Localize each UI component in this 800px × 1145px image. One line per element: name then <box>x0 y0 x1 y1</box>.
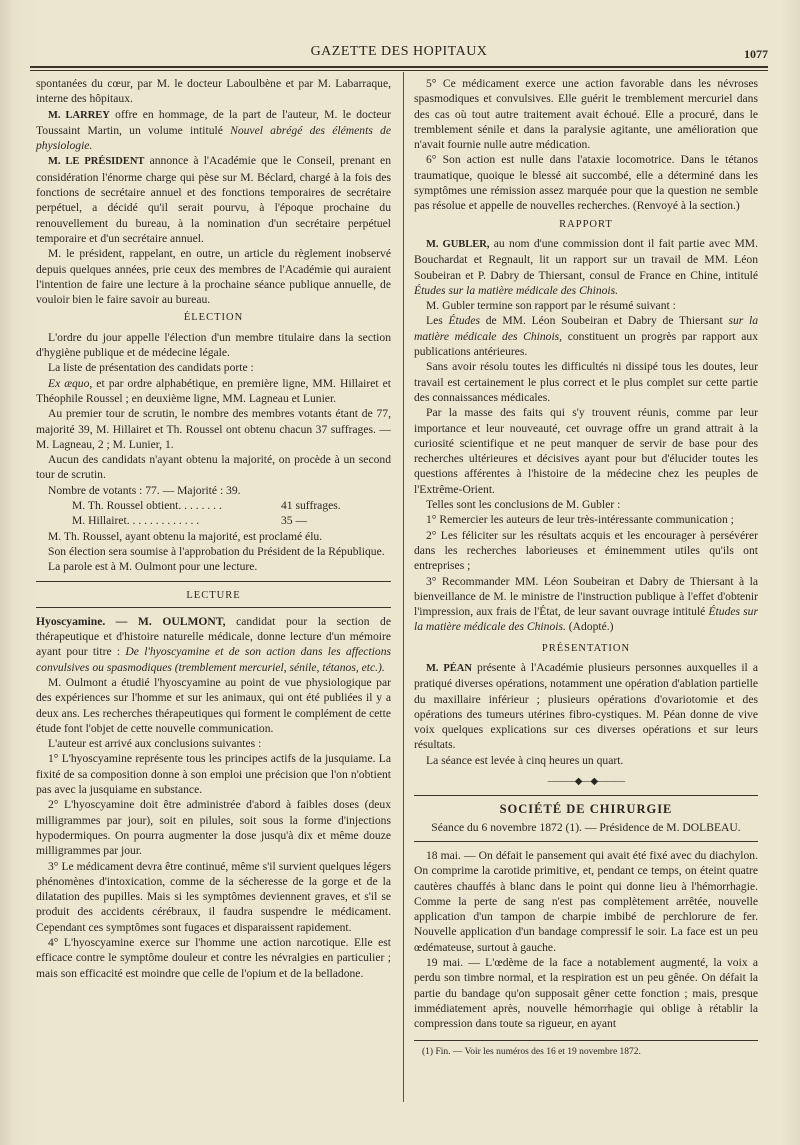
paragraph: 2° L'hyoscyamine doit être administrée d'abord à faibles doses (deux milligrammes par jour), soit en pilules, soit sous la forme d'injections hypodermiques. On pourra augmenter la dose jusqu'à dix et même douze milligrammes par jour. <box>36 798 391 858</box>
paragraph: 19 mai. — L'œdème de la face a notablement augmenté, la voix a perdu son timbre normal, et la respiration est un peu gênée. On défait la partie du bandage qu'on supposait gêner cette fonction ; mais, presque immédiatement après, nouvelle hémorrhagie qui oblige à rétablir la compression dans toute sa rigueur, en ayant <box>414 956 758 1031</box>
paragraph: Aucun des candidats n'ayant obtenu la majorité, on procède à un second tour de scrutin. <box>36 453 391 482</box>
paragraph: Les Études de MM. Léon Soubeiran et Dabry de Thiersant sur la matière médicale des Chinois, constituent un progrès par rapport aux publications antérieures. <box>414 314 759 359</box>
section-heading-rapport: RAPPORT <box>559 218 613 230</box>
footnote-rule <box>414 1040 758 1041</box>
paragraph: spontanées du cœur, par M. le docteur Laboulbène et par M. Labarraque, interne des hôpitaux. <box>36 77 391 106</box>
paragraph: 4° L'hyoscyamine exerce sur l'homme une action narcotique. Elle est efficace contre le symptôme douleur et contre les névralgies en particulier ; mais son efficacité est moindre que celle de l'opium et de la belladone. <box>36 936 391 980</box>
memoir-title: De l'hyoscyamine et de son action dans les affections convulsives ou spasmodiques (tremblement mercuriel, sénile, tétanos, etc.). <box>36 645 392 674</box>
paragraph: 18 mai. — On défait le pansement qui avait été fixé avec du diachylon. On comprime la carotide primitive, et, pendant ce temps, on éteint quatre cautères chauffés à blanc dans le point qui donne lieu à l'hémorrhagie. Comme la perte de sang n'est pas complètement arrêtée, nouvelle application d'un tampon de charpie imbibé de perchlorure de fer. Nouvelle application d'un bandage compressif le soir. La face est un peu œdémateuse, surtout à gauche. <box>414 848 758 954</box>
paragraph: Par la masse des faits qui s'y trouvent réunis, comme par leur importance et leur nouveauté, cet ouvrage offre un grand attrait à la curiosité scientifique et ne peut manquer de servir de base pour des recherches ultérieures et décisives ayant pour but d'élucider toutes les questions afférentes à l'histoire de la médecine chez les peuples de l'Extrême-Orient. <box>414 406 758 496</box>
journal-title: GAZETTE DES HOPITAUX <box>310 44 488 59</box>
speaker-name: M. LE PRÉSIDENT <box>48 156 145 168</box>
left-column <box>36 76 391 981</box>
section-divider <box>414 841 758 842</box>
paragraph: Hyoscyamine. — M. OULMONT, candidat pour la section de thérapeutique et d'histoire naturelle médicale, donne lecture d'un mémoire ayant pour titre : De l'hyoscyamine et de son action dans les affections convulsives ou spasmodiques (tremblement mercuriel, sénile, tétanos, etc.). <box>36 614 392 674</box>
speaker-name: M. PÉAN <box>426 662 472 674</box>
paragraph: M. GUBLER, au nom d'une commission dont il fait partie avec MM. Bouchardat et Regnault, lit un rapport sur un travail de MM. Léon Soubeiran et P. Dabry de Thiersant, consul de France en Chine, intitulé Études sur la matière médicale des Chinois. <box>414 236 758 297</box>
paragraph: Ex æquo, et par ordre alphabétique, en première ligne, MM. Hillairet et Théophile Roussel ; en deuxième ligne, MM. Lagneau et Lunier. <box>36 376 391 405</box>
session-line: Séance du 6 novembre 1872 (1). — Présidence de M. DOLBEAU. <box>431 820 741 834</box>
paragraph: Nombre de votants : 77. — Majorité : 39. <box>48 483 241 497</box>
speaker-name: M. GUBLER, <box>426 238 490 250</box>
section-heading-lecture: LECTURE <box>186 589 241 601</box>
paragraph: Sans avoir résolu toutes les difficultés ni dissipé tous les doutes, leur travail est certainement le plus correct et le plus complet sur cette partie des connaissances médicales. <box>414 360 758 404</box>
section-divider <box>36 581 391 582</box>
paragraph: Telles sont les conclusions de M. Gubler : <box>426 498 621 512</box>
book-title: Nouvel abrégé des éléments de physiologie. <box>36 123 391 153</box>
paragraph: M. LE PRÉSIDENT annonce à l'Académie que le Conseil, prenant en considération l'énorme charge qui pèse sur M. Béclard, chargé à la fois des fonctions de secrétaire annuel et des fonctions temporaires de secrétaire perpétuel, a décidé qu'il serait pourvu, à l'époque prochaine du renouvellement du bureau, à la nomination d'un secrétaire perpétuel temporaire et d'un secrétaire annuel. <box>36 154 391 245</box>
paragraph: M. Oulmont a étudié l'hyoscyamine au point de vue physiologique par des expériences sur l'homme et sur les animaux, qui ont été publiées il y a deux ans. Les recherches thérapeutiques qui forment le complément de cette étude font l'objet de cette nouvelle communication. <box>36 675 391 735</box>
paragraph: La parole est à M. Oulmont pour une lecture. <box>48 560 258 574</box>
footnote: (1) Fin. — Voir les numéros des 16 et 19 novembre 1872. <box>422 1046 641 1057</box>
paragraph: La liste de présentation des candidats porte : <box>48 361 254 375</box>
paragraph: Son élection sera soumise à l'approbation du Président de la République. <box>48 544 385 558</box>
paragraph: La séance est levée à cinq heures un quart. <box>426 753 624 767</box>
paragraph: L'ordre du jour appelle l'élection d'un membre titulaire dans la section d'hygiène publique et de médecine légale. <box>36 330 391 360</box>
header-rule <box>30 66 768 68</box>
header-rule-thin <box>30 70 768 71</box>
paragraph: M. Th. Roussel, ayant obtenu la majorité, est proclamé élu. <box>48 529 323 543</box>
paragraph: 3° Recommander MM. Léon Soubeiran et Dabry de Thiersant à la bienveillance de M. le ministre de l'instruction publique à l'effet d'obtenir l'impression, aux frais de l'État, de leur savant ouvrage intitulé Études sur la matière médicale des Chinois. (Adopté.) <box>414 574 758 634</box>
section-divider <box>414 795 758 796</box>
column-separator <box>403 72 404 1102</box>
article-lead: Hyoscyamine. — M. OULMONT, <box>36 614 226 628</box>
vote-row: M. Hillairet. . . . . . . . . . . . . 35 — <box>72 514 308 528</box>
paragraph: 3° Le médicament devra être continué, même s'il survient quelques légers phénomènes d'intoxication, comme de la sécheresse de la gorge et de la dilatation des pupilles. Mais si les symptômes deviennent graves, et s'il se produit des accidents cérébraux, il faudra suspendre le médicament. Cependant ces symptômes sont fugaces et disparaissent rapidement. <box>36 859 391 934</box>
paragraph: Au premier tour de scrutin, le nombre des membres votants étant de 77, majorité 39, M. Hillairet et Th. Roussel ont obtenu chacun 37 suffrages. — M. Lagneau, 2 ; M. Lunier, 1. <box>36 407 391 451</box>
paragraph: M. PÉAN présente à l'Académie plusieurs personnes auxquelles il a pratiqué diverses opérations, notamment une opération d'ablation partielle du maxillaire inférieur ; plusieurs opérations d'ovariotomie et des opérations des tumeurs utérines fibro-cystiques. M. Péan donne de vive voix quelques explications sur ces diverses opérations et sur leurs résultats. <box>414 660 758 752</box>
paragraph: L'auteur est arrivé aux conclusions suivantes : <box>48 737 262 751</box>
vote-row: M. Th. Roussel obtient. . . . . . . . 41 suffrages. <box>72 499 341 513</box>
paragraph: 2° Les féliciter sur les résultats acquis et les encourager à persévérer dans les recherches laborieuses et éminemment utiles qu'ils ont entreprises ; <box>414 528 758 573</box>
section-divider <box>36 607 391 608</box>
section-heading-societe: SOCIÉTÉ DE CHIRURGIE <box>499 802 673 817</box>
page-header <box>30 44 768 64</box>
paragraph: M. Gubler termine son rapport par le résumé suivant : <box>426 299 676 313</box>
paragraph: M. LARREY offre en hommage, de la part de l'auteur, M. le docteur Toussaint Martin, un volume intitulé Nouvel abrégé des éléments de physiologie. <box>36 107 391 153</box>
section-heading-election: ÉLECTION <box>183 312 244 324</box>
speaker-name: M. LARREY <box>48 109 110 121</box>
paragraph: 1° Remercier les auteurs de leur très-intéressante communication ; <box>426 513 734 527</box>
page-number: 1077 <box>744 47 768 61</box>
ornament-divider: ———◆—◆——— <box>547 776 625 788</box>
paragraph: M. le président, rappelant, en outre, un article du règlement inobservé depuis quelques années, prie ceux des membres de l'Académie qui auraient l'intention de faire une lecture à la prochaine séance publique annuelle, de vouloir bien le faire savoir au bureau. <box>36 247 391 307</box>
section-heading-presentation: PRÉSENTATION <box>541 642 631 654</box>
paragraph: 1° L'hyoscyamine représente tous les principes actifs de la jusquiame. La fixité de sa composition donne à son emploi une précision que l'on n'obtient pas avec la jusquiame en substance. <box>36 752 391 797</box>
book-title: Études sur la matière médicale des Chinois. <box>414 283 619 297</box>
paragraph: 6° Son action est nulle dans l'ataxie locomotrice. Dans le tétanos traumatique, quoique le blessé ait succombé, elle a déterminé dans les symptômes une rémission assez marquée pour que la question ne semble pas résolue et appelle de nouvelles recherches. (Renvoyé à la section.) <box>414 153 758 213</box>
right-column <box>414 76 758 1060</box>
paragraph: 5° Ce médicament exerce une action favorable dans les névroses spasmodiques et convulsives. Elle guérit le tremblement mercuriel dans des cas où tout autre traitement avait échoué. Elle a procuré, dans le tremblement sénile et dans la paralysie agitante, une amélioration que n'avait fournie nulle autre médication. <box>414 77 758 152</box>
